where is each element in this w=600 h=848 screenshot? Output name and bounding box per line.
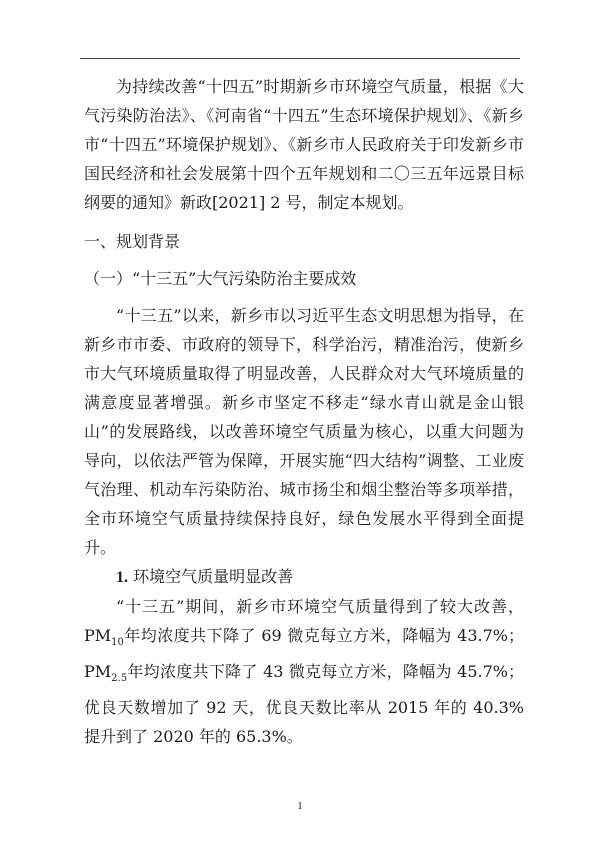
header-rule [80, 58, 520, 59]
pm25-subscript: 2.5 [111, 673, 128, 685]
pm10-subscript: 10 [111, 637, 124, 649]
background-paragraph: “十三五”以来，新乡市以习近平生态文明思想为指导，在新乡市市委、市政府的领导下，科学治污，精准治污，使新乡市大气环境质量取得了明显改善，人民群众对大气环境质量的满意度显著增强。新乡市坚定不移走“绿水青山就是金山银山”的发展路线，以改善环境空气质量为核心，以重大问题为导向，以依法严管为保障，开展实施“四大结构”调整、工业废气治理、机动车污染防治、城市扬尘和烟尘整治等多项举措，全市环境空气质量持续保持良好，绿色发展水平得到全面提升。 [84, 306, 524, 557]
intro-paragraph: 为持续改善“十四五”时期新乡市环境空气质量，根据《大气污染防治法》、《河南省“十四五”生态环境保护规划》、《新乡市“十四五”环境保护规划》、《新乡市人民政府关于印发新乡市国民经济和社会发展第十四个五年规划和二〇三五年远景目标纲要的通知》新政[2021] 2 号，制定本规划。 [84, 77, 524, 212]
para2-part1: “十三五”期间，新乡市环境空气质量得到了较大改善，PM [84, 597, 524, 645]
subsection-heading: （一）“十三五”大气污染防治主要成效 [84, 269, 357, 288]
document-body [84, 72, 524, 751]
para2-part3: 年均浓度共下降了 43 微克每立方米，降幅为 45.7%；优良天数增加了 92 天，优良天数比率从 2015 年的 40.3%提升到了 2020 年的 65.3%。 [84, 662, 524, 747]
item-number: 1. [116, 569, 128, 586]
item-heading [84, 562, 524, 592]
page-number: 1 [297, 800, 303, 812]
section-heading: 一、规划背景 [84, 232, 181, 251]
air-quality-paragraph [84, 592, 524, 751]
item-title: 环境空气质量明显改善 [133, 567, 294, 586]
para2-part2: 年均浓度共下降了 69 微克每立方米，降幅为 43.7%；PM [84, 626, 524, 682]
